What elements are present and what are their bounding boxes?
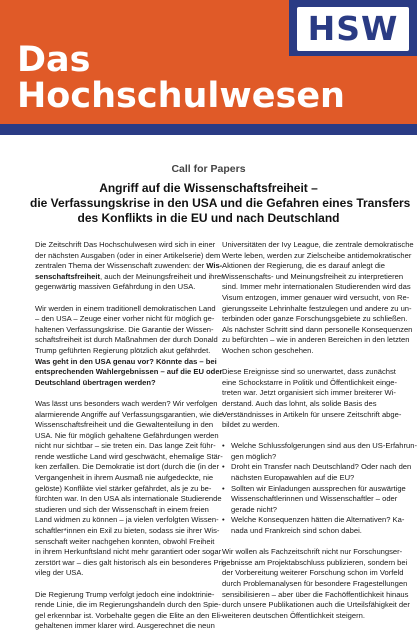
hsw-logo-frame: [297, 7, 409, 51]
line-text: gen möglich?: [231, 451, 277, 461]
line-text: gehaltenen immer klarer wird. Ausgerechnet die neun: [35, 621, 215, 631]
text-line: [222, 505, 405, 516]
text-line: [222, 335, 410, 346]
text-line: [222, 388, 405, 399]
line-text: durch Problemanalysen für besondere Fragestellungen: [222, 579, 408, 588]
line-text: Vergangenheit in ihrem Ausmaß nie aufgedeckte, nie: [35, 473, 214, 483]
line-text: Wochen schon geschehen.: [222, 345, 314, 355]
text-line: [35, 261, 223, 272]
text-line: [35, 240, 218, 251]
text-line: [222, 547, 405, 558]
line-text: gegenwärtig massiven Gefährdung in den USA.: [35, 282, 196, 292]
text-line: [222, 367, 405, 378]
text-line: [35, 399, 218, 410]
text-line: [35, 451, 223, 463]
text-line: [35, 600, 221, 611]
text-line: [222, 589, 409, 601]
line-text: Trump geführten Regierung plötzlich akut gefährdet.: [35, 345, 211, 355]
bullet-text: Welche Konsequenzen hätten die Alternativen? Ka-: [231, 515, 405, 525]
text-line: [222, 378, 405, 389]
bullet-icon: •: [222, 462, 225, 472]
hsw-logo-text: HSW: [307, 9, 399, 48]
line-text: terbinden oder ganze Forschungsgebiete zu schließen.: [222, 314, 408, 324]
line-text: durch unsere Publikationen auch die Urteilsfähigkeit der: [222, 600, 410, 610]
journal-title-line1: Das: [17, 40, 91, 80]
text-line: [222, 441, 417, 452]
text-line: [222, 484, 405, 495]
bullet-icon: •: [222, 515, 225, 525]
line-text: treten war. Jetzt organisiert sich immer breiterer Wi-: [222, 388, 396, 398]
bullet-text: Welche Schlussfolgerungen sind aus den US-Erfahrun-: [231, 441, 417, 451]
line-text: fürchten war. In den USA als internationale Studierende: [35, 494, 222, 504]
bold-text: entsprechenden Wahlergebnissen – auf die EU oder: [35, 367, 223, 377]
line-text: schaftsfreiheit ist durch Maßnahmen der durch Donald: [35, 335, 218, 345]
text-line: [35, 367, 223, 378]
line-text: Diese Ereignisse sind so unerwartet, dass zunächst: [222, 367, 396, 377]
header-blue-strip: [0, 124, 417, 135]
line-text: bildet zu werden.: [222, 420, 280, 430]
line-text: Wissenschafts- und Meinungsfreiheit zu interpretieren: [222, 271, 404, 281]
line-text: nada und Frankreich sind schon dabei.: [231, 526, 362, 536]
line-text: nächsten Europawahlen auf die EU?: [231, 473, 355, 483]
text-line: [35, 325, 218, 336]
line-text: gelöste) Konflikte viel stärker gefährdet, als je zu be-: [35, 483, 212, 493]
line-text: senschaft weiter nachgehen konnten, obwohl Freiheit: [35, 536, 215, 546]
text-line: [35, 335, 218, 346]
line-text: derstand. Auch das lohnt, als solide Basis des: [222, 398, 377, 408]
line-text: Wissenschaftlerinnen und Wissenschaftler – oder: [231, 494, 398, 504]
line-text: schaftler*innen ein Exil zu bieten, sodass sie ihrer Wis-: [35, 526, 220, 536]
hsw-logo: [289, 0, 417, 56]
line-text: zentralen Thema der Wissenschaft zuwenden: der: [35, 261, 207, 271]
text-line: [35, 314, 218, 325]
line-text: Wir werden in einem traditionell demokratischen Land: [35, 303, 216, 313]
line-text: gerade nicht?: [231, 504, 278, 514]
text-line: [35, 346, 218, 357]
line-text: Wissenschaftsfreiheit und die Gewaltenteilung in den: [35, 420, 214, 430]
text-line: [35, 473, 218, 484]
text-line: [35, 441, 218, 452]
section-label: Call for Papers: [171, 163, 246, 175]
text-line: [35, 431, 218, 442]
text-line: [35, 494, 222, 505]
text-line: [35, 409, 224, 421]
line-text: Die Regierung Trump verfolgt jedoch eine indoktrinie-: [35, 589, 215, 599]
line-text: der Vorbereitung weiterer Forschung schon im Vorfeld: [222, 568, 404, 578]
text-line: [222, 282, 411, 293]
text-line: [222, 420, 405, 431]
journal-title-line2: Hochschulwesen: [17, 76, 345, 116]
headline-line: die Verfassungskrise in den USA und die Gefahren eines Transfers: [30, 196, 411, 210]
line-text: gebnisse am Projektabschluss publizieren, sondern bei: [222, 557, 408, 567]
line-text: der nächsten Ausgaben (oder in einer Artikelserie) dem: [35, 250, 221, 260]
text-line: [222, 526, 405, 537]
right-column: [222, 240, 417, 621]
text-line: [35, 282, 218, 293]
text-line: [35, 357, 218, 368]
line-text: nicht nur sichtbar – sie treten ein. Das lange Zeit führ-: [35, 441, 216, 451]
bold-text: Wis-: [206, 261, 223, 271]
text-line: [35, 557, 226, 569]
bullet-text: Droht ein Transfer nach Deutschland? Oder nach den: [231, 462, 412, 472]
line-text: sensibilisieren – aber über die Fachöffentlichkeit hinaus: [222, 589, 409, 599]
text-line: [35, 526, 218, 537]
bullet-icon: •: [222, 483, 225, 493]
bold-text: Deutschland übertragen werden?: [35, 377, 156, 387]
text-line: [222, 250, 412, 262]
line-text: ken zerfallen. Die Demokratie ist dort (durch die (in der: [35, 462, 220, 472]
text-line: [222, 324, 413, 336]
paragraph-gap: [35, 293, 218, 304]
text-line: [222, 240, 414, 251]
line-text: Verständnisses in Artikeln für unsere Zeitschrift abge-: [222, 409, 402, 419]
line-text: Aktionen der Regierung, die es darauf anlegt die: [222, 261, 385, 271]
line-text: vileg der USA.: [35, 568, 84, 578]
text-line: [222, 399, 405, 410]
paragraph-gap: [35, 579, 218, 590]
text-line: [222, 452, 405, 463]
text-line: [222, 568, 405, 579]
text-line: [35, 568, 218, 579]
line-text: Wir wollen als Fachzeitschrift nicht nur Forschungser-: [222, 547, 403, 557]
line-text: – den USA – Zeuge einer vorher nicht für möglich ge-: [35, 314, 215, 324]
line-text: Was lässt uns besonders wach werden? Wir verfolgen: [35, 398, 218, 408]
left-column: [35, 240, 226, 632]
line-text: USA. Nie für möglich gehaltene Gefährdungen werden: [35, 430, 219, 440]
line-text: in ihrem Herkunftsland nicht mehr garantiert oder sogar: [35, 547, 222, 557]
line-text: Universitäten der Ivy League, die zentrale demokratische: [222, 240, 414, 249]
headline-line: Angriff auf die Wissenschaftsfreiheit –: [99, 181, 318, 195]
text-line: [222, 261, 405, 272]
text-line: [35, 537, 218, 548]
text-line: [35, 610, 223, 622]
text-line: [222, 303, 412, 315]
line-text: zerstört war – dies galt historisch als ein besonderes Pri-: [35, 557, 226, 567]
text-line: [222, 292, 410, 304]
bullet-text: Sollten wir Einladungen aussprechen für auswärtige: [231, 483, 406, 493]
line-text: Werte leben, werden zur Zielscheibe antidemokratischer: [222, 250, 412, 260]
line-text: Als nächster Schritt sind dann personelle Konsequenzen: [222, 324, 413, 334]
text-line: [35, 621, 218, 632]
article-headline: [30, 181, 411, 226]
text-line: [35, 271, 224, 283]
text-line: [35, 590, 218, 601]
text-line: [35, 250, 221, 262]
line-text: gel erkennbar ist. Vorbehalte gegen die Elite an den Eli-: [35, 610, 223, 620]
line-text: weiteren deutschen Öffentlichkeit steigern.: [222, 610, 365, 620]
text-line: [35, 420, 218, 431]
text-line: [222, 462, 412, 473]
paragraph-gap: [222, 537, 405, 548]
text-line: [35, 547, 222, 558]
line-text: Die Zeitschrift Das Hochschulwesen wird sich in einer: [35, 240, 216, 249]
text-line: [222, 314, 408, 325]
line-text: Land widmen zu können – ja vielen verfolgten Wissen-: [35, 515, 219, 525]
line-text: , auch der Meinungsfreiheit und ihrer: [100, 271, 224, 281]
text-line: [35, 484, 218, 495]
text-line: [222, 557, 408, 569]
line-text: sind. Immer mehr internationalen Studierenden wird das: [222, 282, 411, 292]
text-line: [35, 304, 218, 315]
text-line: [222, 600, 410, 611]
line-text: zu befürchten – wie in anderen Bereichen in den letzten: [222, 335, 410, 345]
text-line: [222, 473, 405, 484]
line-text: studieren und sich der Wissenschaft in einem freien: [35, 504, 209, 514]
line-text: haltenen Verfassungskrise. Die Garantie der Wissen-: [35, 324, 214, 334]
text-line: [222, 272, 405, 283]
bold-text: senschaftsfreiheit: [35, 271, 100, 281]
line-text: eine Schockstarre in Politik und Öffentlichkeit einge-: [222, 377, 398, 387]
bullet-icon: •: [222, 441, 225, 451]
text-line: [222, 515, 405, 526]
paragraph-gap: [35, 388, 218, 399]
text-line: [222, 494, 405, 505]
text-line: [222, 346, 405, 357]
headline-line: des Konflikts in die EU und nach Deutschland: [77, 211, 340, 225]
text-line: [35, 378, 218, 389]
text-line: [35, 515, 218, 526]
line-text: rende westliche Land wird geschwächt, ehemalige Stär-: [35, 451, 223, 461]
text-line: [35, 462, 218, 473]
paragraph-gap: [222, 431, 405, 442]
line-text: Visum entzogen, immer genauer wird versucht, von Re-: [222, 292, 410, 302]
text-line: [222, 611, 405, 622]
line-text: rende Linie, die im Regierungshandeln durch den Spie-: [35, 600, 221, 610]
paragraph-gap: [222, 357, 405, 368]
text-line: [35, 505, 218, 516]
line-text: gierungsseite Lehrinhalte festzulegen und andere zu un-: [222, 303, 412, 313]
text-line: [222, 579, 408, 590]
text-line: [222, 410, 405, 421]
bold-text: Was geht in den USA genau vor? Könnte das – bei: [35, 356, 217, 366]
line-text: alarmierende Angriffe auf Verfassungsgarantien, wie die: [35, 409, 224, 419]
